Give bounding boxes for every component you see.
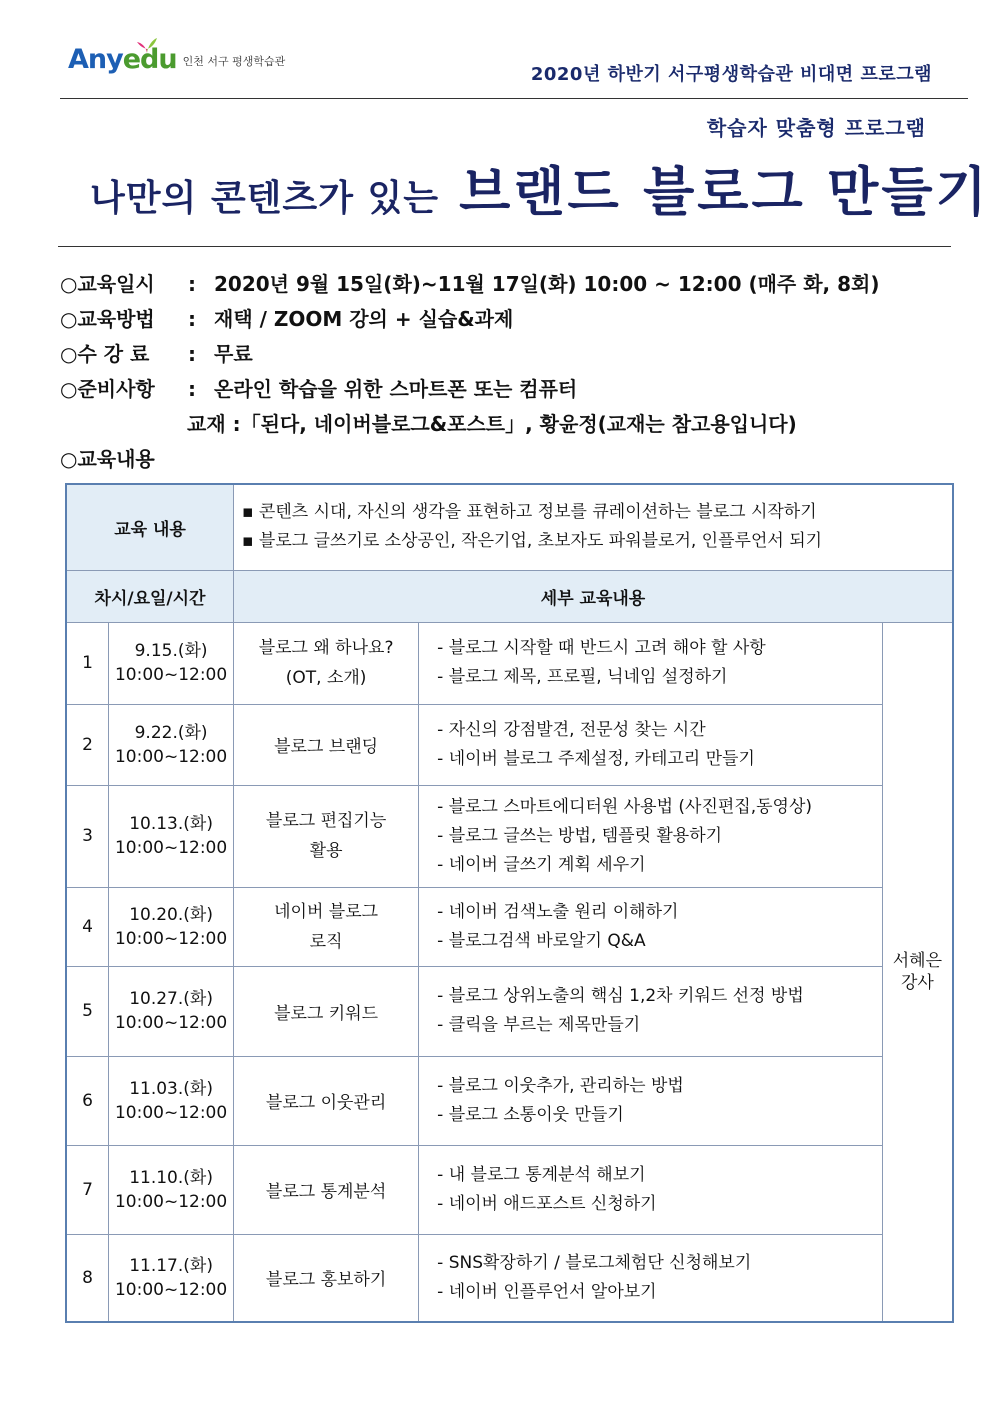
- column-header-session: 차시/요일/시간: [66, 570, 234, 622]
- detail-line: - 네이버 애드포스트 신청하기: [437, 1193, 657, 1214]
- session-details: [419, 887, 883, 966]
- logo-subtitle: 인천 서구 평생학습관: [182, 55, 286, 68]
- session-time: 10:00~12:00: [114, 1102, 228, 1123]
- detail-line: - 블로그검색 바로알기 Q&A: [437, 930, 646, 951]
- session-number: 4: [66, 887, 109, 966]
- info-row-textbook: [60, 408, 950, 443]
- detail-line: - 블로그 시작할 때 반드시 고려 해야 할 사항: [437, 638, 766, 658]
- session-number: 6: [66, 1056, 109, 1145]
- column-header-row: [66, 570, 953, 622]
- topic-line: 블로그 이웃관리: [265, 1093, 387, 1113]
- detail-line: - 블로그 스마트에디터원 사용법 (사진편집,동영상): [437, 796, 813, 817]
- topic-line: (OT, 소개): [285, 668, 367, 688]
- detail-line: - 블로그 상위노출의 핵심 1,2차 키워드 선정 방법: [437, 986, 804, 1006]
- session-datetime: [109, 704, 234, 785]
- program-title: 2020년 하반기 서구평생학습관 비대면 프로그램: [530, 64, 932, 85]
- detail-line: - 블로그 소통이웃 만들기: [437, 1104, 624, 1125]
- session-topic: [234, 966, 419, 1056]
- session-number: 5: [66, 966, 109, 1056]
- session-time: 10:00~12:00: [114, 928, 228, 949]
- course-info: [60, 268, 950, 478]
- session-topic: [234, 1056, 419, 1145]
- table-row: [66, 622, 953, 704]
- info-row-method: [60, 303, 950, 338]
- table-row: [66, 785, 953, 887]
- info-value: 2020년 9월 15일(화)~11월 17일(화) 10:00 ~ 12:00 (매주 화, 8회): [214, 272, 880, 296]
- session-date: 11.17.(화): [129, 1255, 213, 1276]
- session-details: [419, 785, 883, 887]
- info-label: ○수 강 료: [60, 342, 150, 366]
- info-row-schedule: [60, 268, 950, 303]
- table-row: [66, 887, 953, 966]
- logo-word-edu: edu: [122, 44, 177, 75]
- info-row-content: [60, 443, 950, 478]
- info-sep: :: [188, 342, 196, 366]
- session-details: [419, 1145, 883, 1234]
- curriculum-table: [65, 483, 954, 1323]
- session-topic: [234, 1145, 419, 1234]
- session-datetime: [109, 1145, 234, 1234]
- info-value: 재택 / ZOOM 강의 + 실습&과제: [214, 307, 514, 331]
- detail-line: - 블로그 제목, 프로필, 닉네임 설정하기: [437, 667, 728, 687]
- session-number: 1: [66, 622, 109, 704]
- detail-line: - 클릭을 부르는 제목만들기: [437, 1015, 641, 1035]
- table-row: [66, 966, 953, 1056]
- session-time: 10:00~12:00: [114, 1279, 228, 1300]
- topic-line: 로직: [309, 931, 343, 952]
- overview-items: [234, 484, 954, 570]
- program-subtitle: 학습자 맞춤형 프로그램: [706, 116, 926, 140]
- sprout-icon: [136, 36, 158, 54]
- info-label: ○준비사항: [60, 377, 155, 401]
- session-details: [419, 1234, 883, 1322]
- info-sep: :: [188, 272, 196, 296]
- anyedu-logo: [68, 46, 285, 73]
- session-time: 10:00~12:00: [114, 1013, 228, 1033]
- session-details: [419, 704, 883, 785]
- session-date: 9.15.(화): [134, 641, 208, 661]
- title-divider: [58, 246, 951, 247]
- session-number: 7: [66, 1145, 109, 1234]
- overview-item: ▪ 블로그 글쓰기로 소상공인, 작은기업, 초보자도 파워블로거, 인플루언서 되기: [242, 531, 823, 552]
- instructor-title: 강사: [900, 972, 934, 993]
- column-header-detail: 세부 교육내용: [234, 570, 954, 622]
- instructor-cell: [882, 622, 953, 1322]
- logo-word-any: Any: [68, 44, 123, 75]
- session-datetime: [109, 1056, 234, 1145]
- topic-line: 블로그 브랜딩: [274, 737, 379, 757]
- header-divider: [60, 98, 968, 99]
- session-date: 10.27.(화): [129, 989, 213, 1009]
- detail-line: - 블로그 이웃추가, 관리하는 방법: [437, 1075, 684, 1096]
- detail-line: - 내 블로그 통계분석 해보기: [437, 1164, 646, 1185]
- topic-line: 블로그 홍보하기: [265, 1270, 387, 1291]
- session-datetime: [109, 966, 234, 1056]
- topic-line: 블로그 통계분석: [265, 1182, 387, 1202]
- session-topic: [234, 704, 419, 785]
- table-row: [66, 704, 953, 785]
- session-topic: [234, 1234, 419, 1322]
- detail-line: - SNS확장하기 / 블로그체험단 신청해보기: [437, 1252, 752, 1273]
- topic-line: 블로그 편집기능: [265, 811, 387, 831]
- topic-line: 네이버 블로그: [274, 901, 379, 922]
- session-topic: [234, 785, 419, 887]
- info-label: ○교육방법: [60, 307, 155, 331]
- session-datetime: [109, 785, 234, 887]
- session-time: 10:00~12:00: [114, 1191, 228, 1212]
- session-time: 10:00~12:00: [114, 746, 228, 767]
- session-date: 10.20.(화): [129, 904, 213, 925]
- info-sep: :: [188, 307, 196, 331]
- detail-line: - 자신의 강점발견, 전문성 찾는 시간: [437, 719, 706, 740]
- topic-line: 블로그 키워드: [274, 1003, 379, 1024]
- page-header: [60, 40, 950, 98]
- detail-line: - 네이버 인플루언서 알아보기: [437, 1281, 657, 1302]
- info-row-fee: [60, 338, 950, 373]
- info-label: ○교육내용: [60, 447, 155, 471]
- session-topic: [234, 887, 419, 966]
- session-date: 10.13.(화): [129, 814, 213, 834]
- info-sep: :: [188, 377, 196, 401]
- session-details: [419, 1056, 883, 1145]
- detail-line: - 네이버 검색노출 원리 이해하기: [437, 901, 679, 922]
- session-details: [419, 966, 883, 1056]
- table-row: [66, 1145, 953, 1234]
- overview-row: [66, 484, 953, 570]
- title-part-1: 나만의 콘텐츠가 있는: [90, 178, 440, 219]
- page-title: [90, 150, 990, 226]
- info-label: ○교육일시: [60, 272, 155, 296]
- topic-line: 활용: [309, 841, 343, 861]
- session-number: 3: [66, 785, 109, 887]
- session-number: 2: [66, 704, 109, 785]
- session-date: 11.10.(화): [129, 1167, 213, 1188]
- info-row-preparation: [60, 373, 950, 408]
- detail-line: - 블로그 글쓰는 방법, 템플릿 활용하기: [437, 825, 723, 846]
- session-time: 10:00~12:00: [114, 838, 228, 858]
- session-datetime: [109, 1234, 234, 1322]
- detail-line: - 네이버 글쓰기 계획 세우기: [437, 854, 646, 875]
- overview-label: 교육 내용: [66, 484, 234, 570]
- info-value: 무료: [214, 342, 253, 366]
- logo-word: [68, 46, 177, 73]
- table-row: [66, 1056, 953, 1145]
- session-datetime: [109, 887, 234, 966]
- session-time: 10:00~12:00: [114, 665, 228, 685]
- instructor-name: 서혜은: [892, 950, 943, 971]
- info-value: 온라인 학습을 위한 스마트폰 또는 컴퓨터: [214, 377, 578, 401]
- topic-line: 블로그 왜 하나요?: [258, 638, 394, 658]
- session-date: 9.22.(화): [134, 722, 208, 743]
- session-date: 11.03.(화): [129, 1078, 213, 1099]
- info-value: 교재 :「된다, 네이버블로그&포스트」, 황윤정(교재는 참고용입니다): [187, 412, 797, 436]
- title-part-2: 브랜드 블로그 만들기: [459, 162, 990, 223]
- table-row: [66, 1234, 953, 1322]
- detail-line: - 네이버 블로그 주제설정, 카테고리 만들기: [437, 748, 755, 769]
- session-topic: [234, 622, 419, 704]
- session-datetime: [109, 622, 234, 704]
- overview-item: ▪ 콘텐츠 시대, 자신의 생각을 표현하고 정보를 큐레이션하는 블로그 시작하기: [242, 502, 817, 523]
- session-number: 8: [66, 1234, 109, 1322]
- session-details: [419, 622, 883, 704]
